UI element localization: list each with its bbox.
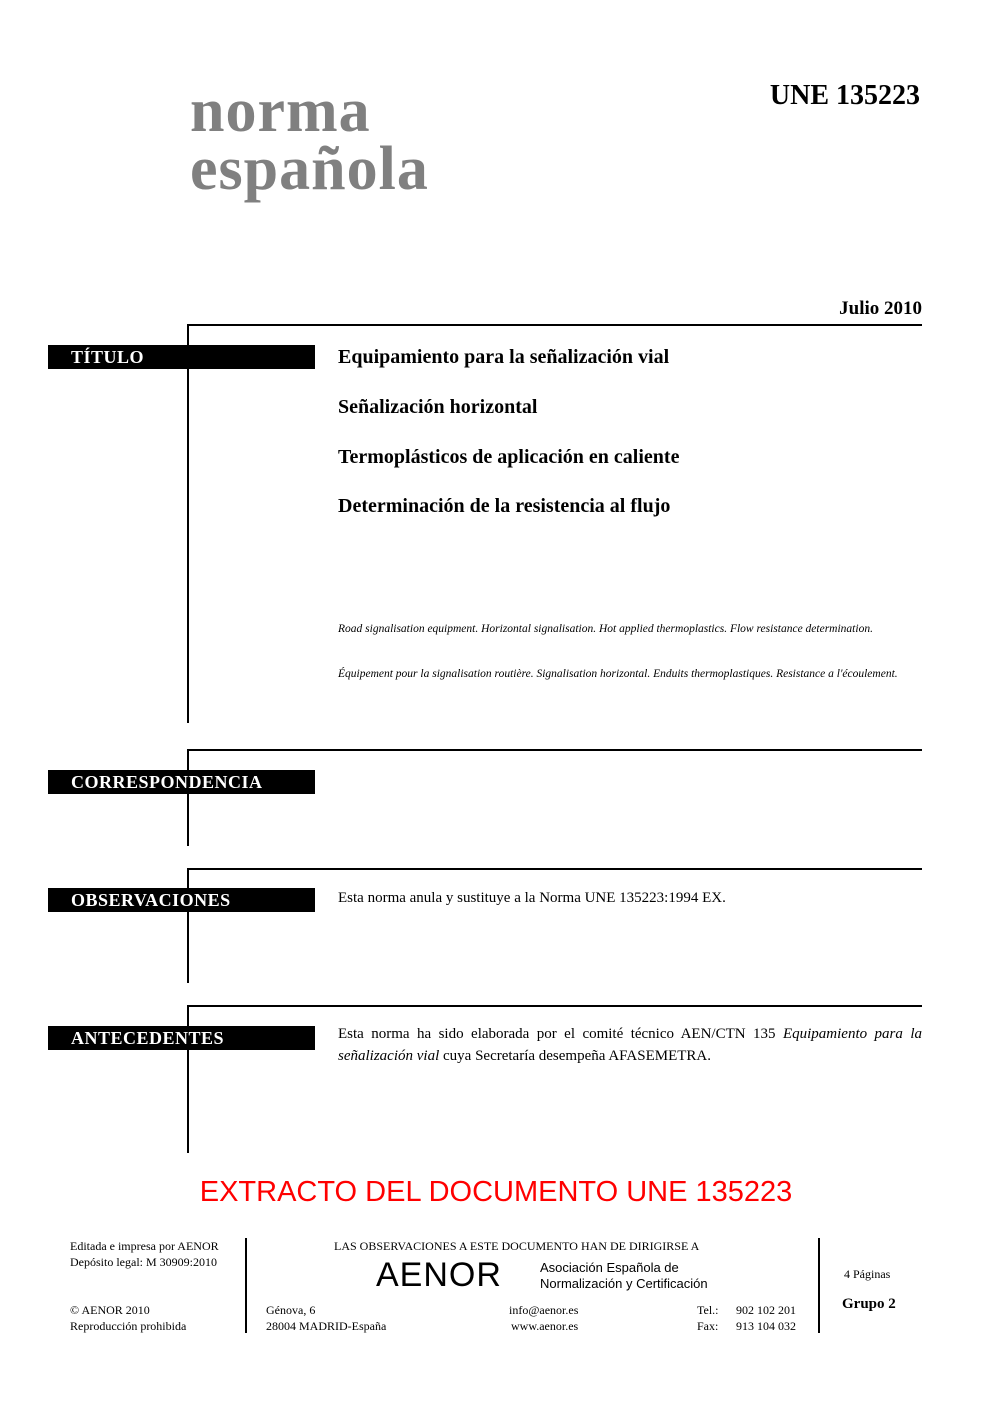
footer-divider — [818, 1238, 820, 1333]
extract-watermark: EXTRACTO DEL DOCUMENTO UNE 135223 — [199, 1176, 793, 1208]
brand-line-2: española — [190, 135, 429, 203]
brand-line-1: norma — [190, 77, 371, 145]
observaciones-text: Esta norma anula y sustituye a la Norma UNE 135223:1994 EX. — [338, 890, 726, 906]
section-label-correspondencia: CORRESPONDENCIA — [48, 770, 315, 794]
page-count: 4 Páginas — [844, 1267, 891, 1281]
address-street: Génova, 6 — [266, 1303, 316, 1317]
section-divider — [187, 868, 922, 870]
reproduction-notice: Reproducción prohibida — [70, 1319, 187, 1333]
title-line-4: Determinación de la resistencia al flujo — [338, 495, 671, 517]
tel-label: Tel.: — [697, 1303, 719, 1317]
english-title: Road signalisation equipment. Horizontal signalisation. Hot applied thermoplastics. Flow resistance determination. — [338, 623, 873, 635]
section-vertical-rule — [187, 324, 189, 723]
observations-notice: LAS OBSERVACIONES A ESTE DOCUMENTO HAN DE DIRIGIRSE A — [334, 1239, 700, 1253]
section-vertical-rule — [187, 868, 189, 983]
edited-by: Editada e impresa por AENOR — [70, 1239, 219, 1253]
section-vertical-rule — [187, 749, 189, 846]
title-line-3: Termoplásticos de aplicación en caliente — [338, 446, 680, 468]
brand-title — [190, 77, 429, 203]
section-divider — [187, 324, 922, 326]
price-group: Grupo 2 — [842, 1296, 896, 1312]
email-link[interactable]: info@aenor.es — [509, 1303, 579, 1317]
legal-deposit: Depósito legal: M 30909:2010 — [70, 1255, 217, 1269]
antecedentes-text-start: Esta norma ha sido elaborada por el comité técnico AEN/CTN 135 — [338, 1026, 783, 1042]
section-label-observaciones: OBSERVACIONES — [48, 888, 315, 912]
antecedentes-text — [338, 1023, 922, 1067]
copyright: © AENOR 2010 — [70, 1303, 150, 1317]
antecedentes-text-end: cuya Secretaría desempeña AFASEMETRA. — [439, 1048, 711, 1064]
section-divider — [187, 1005, 922, 1007]
fax-label: Fax: — [697, 1319, 719, 1333]
footer-divider — [245, 1238, 247, 1333]
tel-number: 902 102 201 — [736, 1303, 796, 1317]
title-line-2: Señalización horizontal — [338, 396, 538, 418]
address-city: 28004 MADRID-España — [266, 1319, 387, 1333]
website-link[interactable]: www.aenor.es — [511, 1319, 579, 1333]
aenor-logo: AENOR — [376, 1256, 502, 1294]
fax-number: 913 104 032 — [736, 1319, 796, 1333]
aenor-full-name — [540, 1260, 708, 1292]
section-divider — [187, 749, 922, 751]
aenor-name-line-1: Asociación Española de — [540, 1260, 679, 1275]
standard-code: UNE 135223 — [769, 80, 920, 111]
publication-date: Julio 2010 — [839, 298, 922, 319]
title-line-1: Equipamiento para la señalización vial — [338, 346, 670, 368]
section-label-antecedentes: ANTECEDENTES — [48, 1026, 315, 1050]
aenor-name-line-2: Normalización y Certificación — [540, 1276, 708, 1291]
section-label-titulo: TÍTULO — [48, 345, 315, 369]
french-title: Équipement pour la signalisation routière. Signalisation horizontal. Enduits thermoplastiques. Resistance a l'écoulement. — [338, 668, 898, 680]
committee-name: Equipamiento para la señalización vial — [338, 1026, 922, 1064]
